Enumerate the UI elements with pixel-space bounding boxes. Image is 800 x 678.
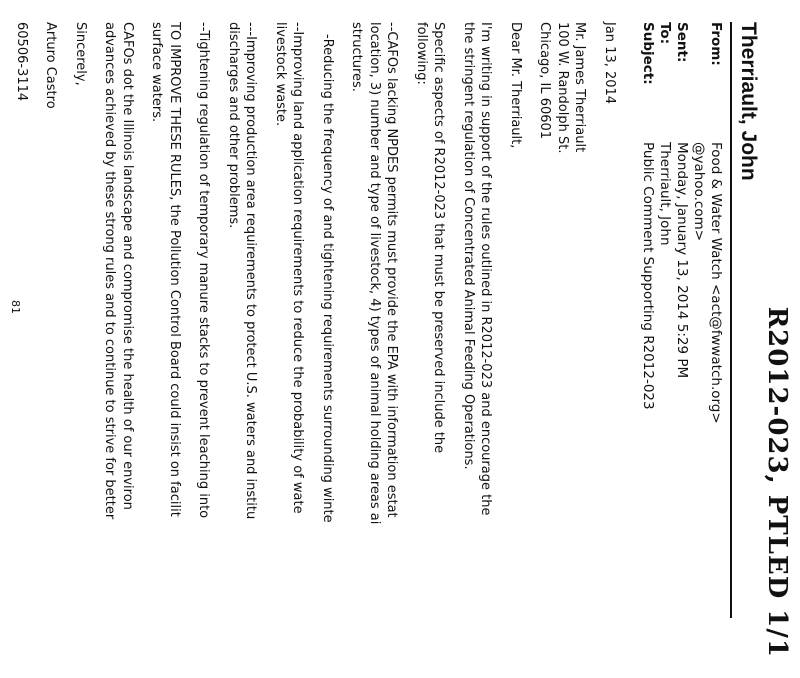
paragraph-line: advances achieved by these strong rules and to continue to strive for better xyxy=(102,22,118,520)
bullet-item xyxy=(195,22,213,678)
bullet-line: structures. xyxy=(349,22,365,92)
recipient-address xyxy=(536,22,589,678)
filing-stamp: R2012-023, PTLED 1/1 xyxy=(762,306,792,658)
final-paragraph xyxy=(101,22,136,678)
paragraph-line: Specific aspects of R2012-023 that must be preserved include the xyxy=(431,22,447,454)
page-number: 81 xyxy=(9,300,22,314)
header-value-from-line2: @yahoo.com> xyxy=(691,142,707,242)
header-divider xyxy=(730,22,732,618)
bullet-line: livestock waste. xyxy=(273,22,288,127)
address-line: Chicago, IL 60601 xyxy=(537,22,553,140)
bullet-line: -Reducing the frequency of and tightening requirements surrounding winte xyxy=(320,34,335,523)
signer-name: Arturo Castro xyxy=(43,22,59,109)
bullet-line: --Improving land application requirements to reduce the probability of wate xyxy=(290,22,306,514)
address-line: 100 W. Randolph St. xyxy=(555,22,570,154)
bullet-line: --CAFOs lacking NPDES permits must provide the EPA with information estat xyxy=(384,22,400,518)
header-label-sent: Sent: xyxy=(674,22,690,63)
header-label-to: To: xyxy=(657,22,673,45)
header-subject-row xyxy=(639,22,656,424)
letter-date: Jan 13, 2014 xyxy=(602,22,617,105)
paragraph-line: following: xyxy=(414,22,429,85)
bullet-item xyxy=(348,22,401,678)
bullet-item xyxy=(272,22,307,678)
signoff: Sincerely, xyxy=(73,22,88,86)
paragraph-line: I'm writing in support of the rules outlined in R2012-023 and encourage the xyxy=(478,22,494,516)
sender-name-heading: Therriault, John xyxy=(737,22,760,181)
address-line: Mr. James Therriault xyxy=(572,22,588,153)
header-from-row-2 xyxy=(690,22,707,424)
intro-paragraph xyxy=(413,22,448,678)
header-from-row xyxy=(707,22,724,424)
paragraph-line: surface waters. xyxy=(149,22,165,123)
signer-zip: 60506-3114 xyxy=(14,22,29,102)
header-sent-row xyxy=(673,22,690,424)
opening-paragraph xyxy=(460,22,495,678)
header-value-from: Food & Water Watch <act@fwwatch.org> xyxy=(708,142,724,424)
header-value-sent: Monday, January 13, 2014 5:29 PM xyxy=(674,142,690,379)
email-header xyxy=(639,22,724,424)
bullet-item xyxy=(225,22,260,678)
bullet-line: --Tightening regulation of temporary manure stacks to prevent leaching into xyxy=(196,22,212,519)
paragraph-line: TO IMPROVE THESE RULES, the Pollution Control Board could insist on facilit xyxy=(167,22,182,517)
bullet-line: ---Improving production area requirements to protect U.S. waters and institu xyxy=(243,22,259,520)
paragraph-line: the stringent regulation of Concentrated Animal Feeding Operations. xyxy=(461,22,476,470)
paragraph-line: CAFOs dot the Illinois landscape and compromise the health of our environ xyxy=(120,22,135,510)
bullet-line: location, 3) number and type of livestock, 4) types of animal holding areas ai xyxy=(367,22,382,525)
header-value-subject: Public Comment Supporting R2012-023 xyxy=(640,142,656,410)
letter-body xyxy=(1,22,619,678)
header-value-to: Therriault, John xyxy=(657,142,673,246)
salutation: Dear Mr. Therriault, xyxy=(508,22,523,149)
header-label-from: From: xyxy=(708,22,724,66)
header-label-subject: Subject: xyxy=(640,22,656,85)
header-to-row xyxy=(656,22,673,424)
bullet-line: discharges and other problems. xyxy=(226,22,241,229)
improvement-paragraph xyxy=(148,22,183,678)
bullet-item xyxy=(319,22,337,678)
